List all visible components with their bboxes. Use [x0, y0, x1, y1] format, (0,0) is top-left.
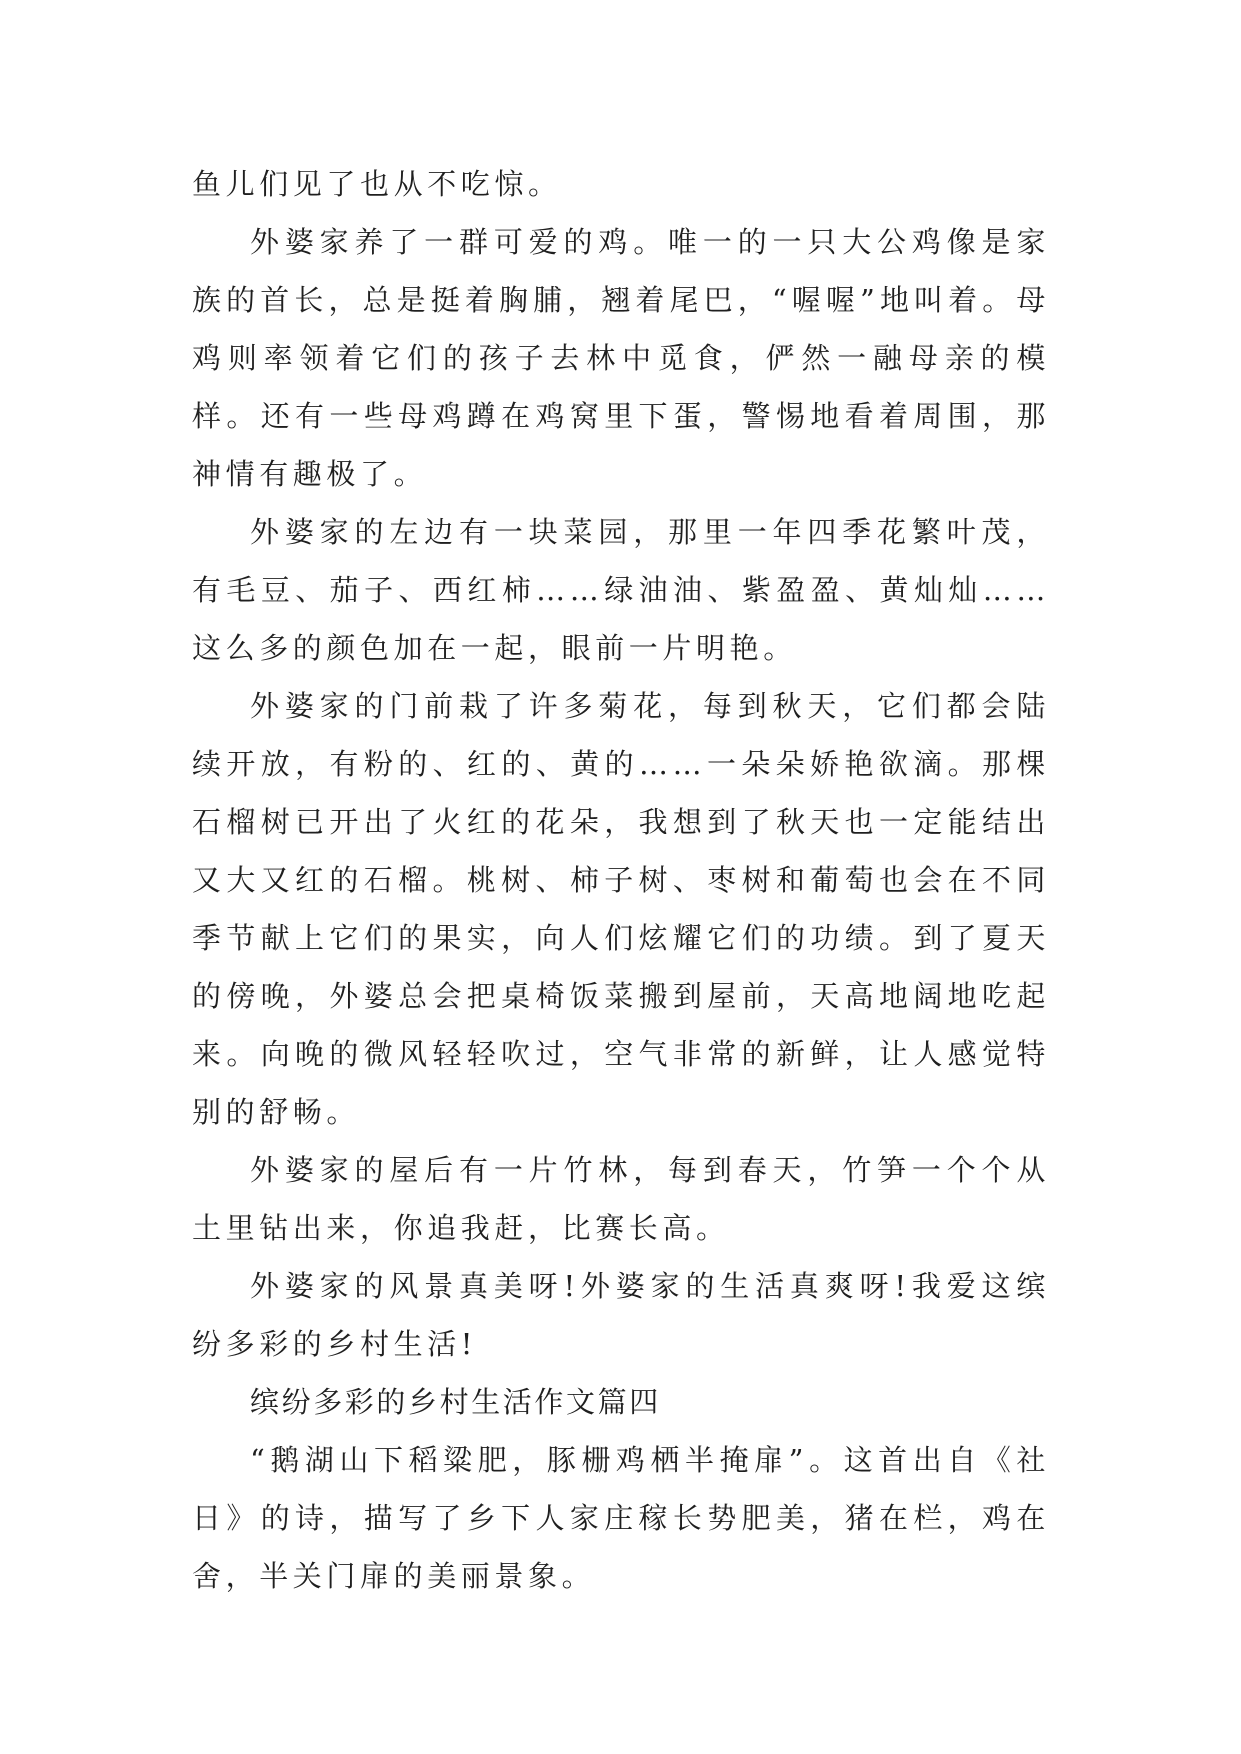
paragraph-poem-intro: “鹅湖山下稻粱肥，豚栅鸡栖半掩扉”。这首出自《社日》的诗，描写了乡下人家庄稼长势肥美，猪在栏，鸡在舍，半关门扉的美丽景象。 [192, 1443, 1050, 1593]
paragraph-chickens: 外婆家养了一群可爱的鸡。唯一的一只大公鸡像是家族的首长，总是挺着胸脯，翘着尾巴，“喔喔”地叫着。母鸡则率领着它们的孩子去林中觅食，俨然一融母亲的模样。还有一些母鸡蹲在鸡窝里下蛋，警惕地看着周围，那神情有趣极了。 [192, 225, 1050, 491]
paragraph-bamboo-grove: 外婆家的屋后有一片竹林，每到春天，竹笋一个个从土里钻出来，你追我赶，比赛长高。 [192, 1153, 1050, 1245]
paragraph-flowers-and-trees: 外婆家的门前栽了许多菊花，每到秋天，它们都会陆续开放，有粉的、红的、黄的……一朵朵娇艳欲滴。那棵石榴树已开出了火红的花朵，我想到了秋天也一定能结出又大又红的石榴。桃树、柿子树、枣树和葡萄也会在不同季节献上它们的果实，向人们炫耀它们的功绩。到了夏天的傍晚，外婆总会把桌椅饭菜搬到屋前，天高地阔地吃起来。向晚的微风轻轻吹过，空气非常的新鲜，让人感觉特别的舒畅。 [192, 689, 1050, 1129]
paragraph-fish: 鱼儿们见了也从不吃惊。 [192, 167, 562, 201]
paragraph-vegetable-garden: 外婆家的左边有一块菜园，那里一年四季花繁叶茂，有毛豆、茄子、西红柿……绿油油、紫盈盈、黄灿灿……这么多的颜色加在一起，眼前一片明艳。 [192, 515, 1050, 665]
paragraph-conclusion: 外婆家的风景真美呀!外婆家的生活真爽呀!我爱这缤纷多彩的乡村生活! [192, 1269, 1050, 1361]
section-heading: 缤纷多彩的乡村生活作文篇四 [250, 1385, 661, 1419]
document-page [192, 155, 1050, 1605]
